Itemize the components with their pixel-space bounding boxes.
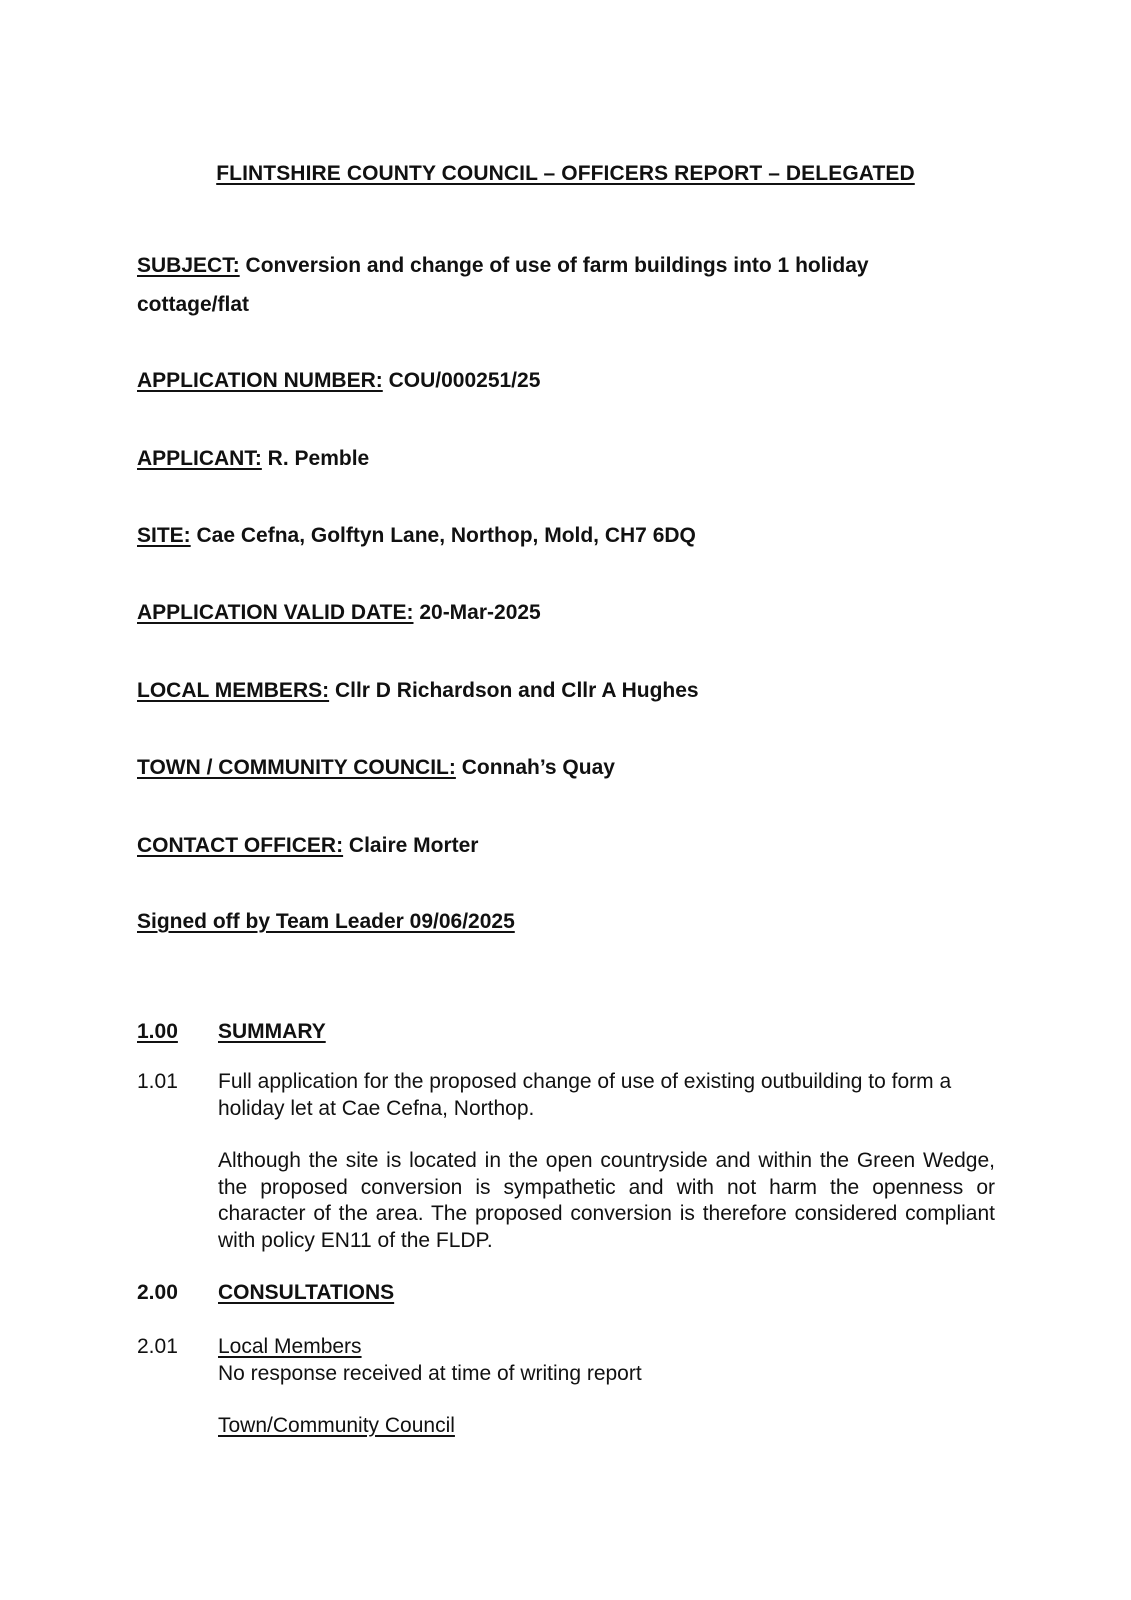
summary-heading bbox=[137, 1019, 326, 1045]
signed-off-line bbox=[137, 902, 957, 941]
applicant-value: R. Pemble bbox=[261, 447, 370, 470]
community-council-label: TOWN / COMMUNITY COUNCIL: bbox=[137, 756, 456, 779]
application-number-label: APPLICATION NUMBER: bbox=[137, 369, 383, 392]
consultations-paragraph-1-body bbox=[218, 1334, 995, 1387]
local-members-field bbox=[137, 671, 957, 710]
valid-date-label: APPLICATION VALID DATE: bbox=[137, 601, 414, 624]
site-label: SITE: bbox=[137, 524, 191, 547]
consultations-paragraph-number: 2.01 bbox=[137, 1335, 178, 1358]
community-council-field bbox=[137, 748, 957, 787]
community-council-value: Connah’s Quay bbox=[455, 756, 615, 779]
consultations-heading bbox=[137, 1280, 394, 1306]
summary-paragraph-1-text: Full application for the proposed change of use of existing outbuilding to form a holiday let at Cae Cefna, Northop. bbox=[218, 1070, 952, 1120]
town-council-subheading-block bbox=[218, 1413, 995, 1440]
summary-paragraph-number: 1.01 bbox=[137, 1070, 178, 1093]
subject-field bbox=[137, 246, 957, 324]
summary-number: 1.00 bbox=[137, 1020, 178, 1043]
summary-paragraph-1 bbox=[137, 1069, 997, 1122]
site-value: Cae Cefna, Golftyn Lane, Northop, Mold, CH7 6DQ bbox=[190, 524, 696, 547]
contact-officer-field bbox=[137, 826, 957, 865]
consultations-title: CONSULTATIONS bbox=[218, 1281, 395, 1304]
report-title: FLINTSHIRE COUNTY COUNCIL – OFFICERS REPORT – DELEGATED bbox=[216, 162, 915, 185]
local-members-subheading: Local Members bbox=[218, 1335, 362, 1358]
subject-label: SUBJECT: bbox=[137, 254, 240, 277]
applicant-field bbox=[137, 439, 957, 478]
local-members-response: No response received at time of writing report bbox=[218, 1361, 642, 1385]
signed-off-text: Signed off by Team Leader 09/06/2025 bbox=[137, 910, 515, 933]
contact-officer-label: CONTACT OFFICER: bbox=[137, 834, 344, 857]
contact-officer-value: Claire Morter bbox=[343, 834, 479, 857]
application-number-field bbox=[137, 361, 957, 400]
summary-paragraph-2: Although the site is located in the open countryside and within the Green Wedge, the proposed conversion is sympathetic and with not harm the openness or character of the area. The proposed conversion is therefore considered compliant with policy EN11 of the FLDP. bbox=[218, 1149, 995, 1252]
local-members-label: LOCAL MEMBERS: bbox=[137, 679, 330, 702]
subject-value: Conversion and change of use of farm buildings into 1 holiday cottage/flat bbox=[137, 254, 869, 316]
summary-title: SUMMARY bbox=[218, 1020, 326, 1043]
valid-date-value: 20-Mar-2025 bbox=[413, 601, 541, 624]
valid-date-field bbox=[137, 593, 957, 632]
application-number-value: COU/000251/25 bbox=[382, 369, 541, 392]
site-field bbox=[137, 516, 957, 555]
consultations-number: 2.00 bbox=[137, 1281, 178, 1304]
local-members-value: Cllr D Richardson and Cllr A Hughes bbox=[329, 679, 699, 702]
applicant-label: APPLICANT: bbox=[137, 447, 262, 470]
town-council-subheading: Town/Community Council bbox=[218, 1414, 455, 1437]
consultations-paragraph-1 bbox=[137, 1334, 997, 1387]
